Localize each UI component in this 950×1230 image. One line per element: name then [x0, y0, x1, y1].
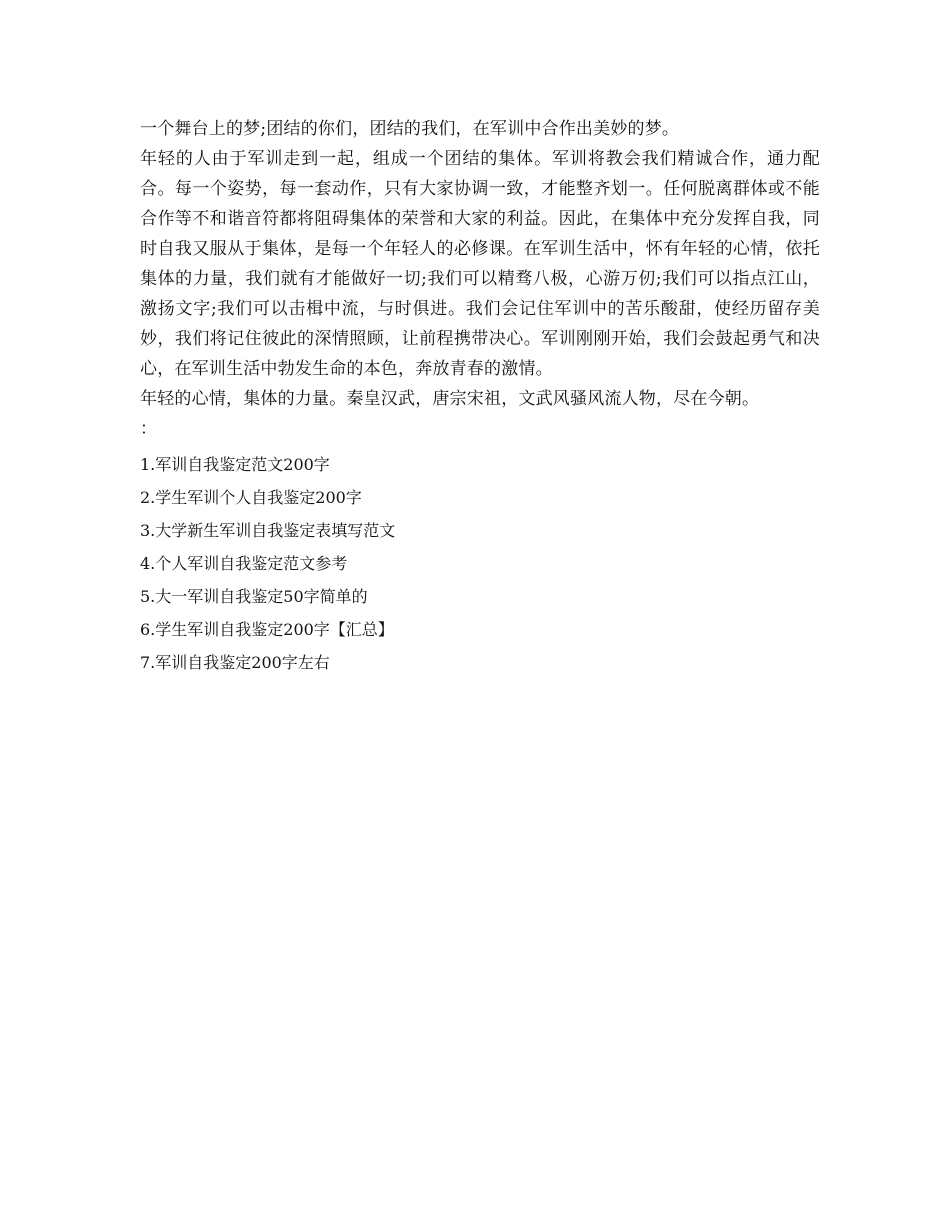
list-item[interactable]: 1.军训自我鉴定范文200字 — [140, 455, 330, 474]
list-item[interactable]: 3.大学新生军训自我鉴定表填写范文 — [140, 521, 396, 540]
list-item[interactable]: 7.军训自我鉴定200字左右 — [140, 653, 330, 672]
document-page — [140, 114, 820, 679]
list-item[interactable]: 6.学生军训自我鉴定200字【汇总】 — [140, 620, 394, 639]
list-item[interactable]: 4.个人军训自我鉴定范文参考 — [140, 554, 348, 573]
list-item[interactable]: 2.学生军训个人自我鉴定200字 — [140, 488, 362, 507]
paragraph-main: 年轻的人由于军训走到一起，组成一个团结的集体。军训将教会我们精诚合作，通力配合。每一个姿势，每一套动作，只有大家协调一致，才能整齐划一。任何脱离群体或不能合作等不和谐音符都将阻碍集体的荣誉和大家的利益。因此，在集体中充分发挥自我，同时自我又服从于集体，是每一个年轻人的必修课。在军训生活中，怀有年轻的心情，依托集体的力量，我们就有才能做好一切;我们可以精骛八极，心游万仞;我们可以指点江山，激扬文字;我们可以击楫中流，与时俱进。我们会记住军训中的苦乐酸甜，使经历留存美妙，我们将记住彼此的深情照顾，让前程携带决心。军训刚刚开始，我们会鼓起勇气和决心，在军训生活中勃发生命的本色，奔放青春的激情。 — [140, 149, 820, 379]
paragraph-intro: 一个舞台上的梦;团结的你们，团结的我们，在军训中合作出美妙的梦。 — [140, 119, 680, 139]
paragraph-closing: 年轻的心情，集体的力量。秦皇汉武，唐宗宋祖，文武风骚风流人物，尽在今朝。 — [140, 389, 760, 409]
related-articles-list — [140, 448, 820, 679]
list-item[interactable]: 5.大一军训自我鉴定50字简单的 — [140, 587, 368, 606]
separator-colon: ： — [140, 419, 157, 439]
